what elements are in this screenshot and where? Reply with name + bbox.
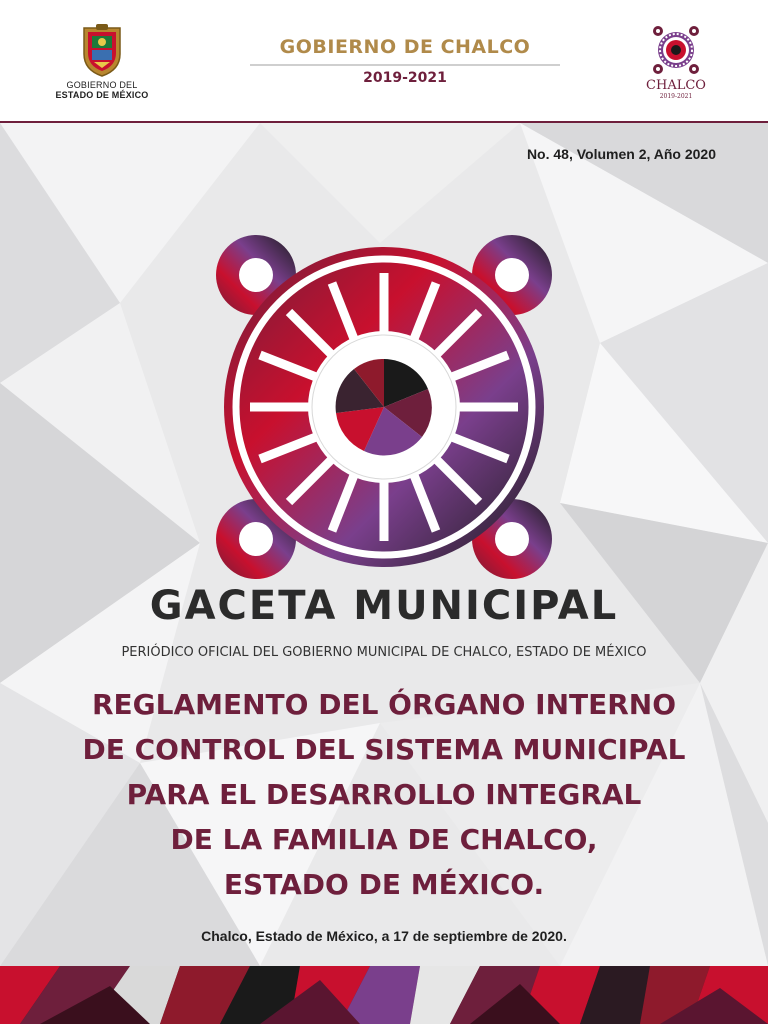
estado-de-mexico-logo <box>40 22 164 108</box>
government-title: GOBIERNO DE CHALCO <box>279 36 531 58</box>
chalco-large-emblem-icon <box>214 233 554 581</box>
chalco-emblem <box>214 233 554 581</box>
edomex-label-line2: ESTADO DE MÉXICO <box>55 90 149 100</box>
chalco-logo-name: CHALCO <box>646 78 706 93</box>
regulation-title-line: REGLAMENTO DEL ÓRGANO INTERNO <box>91 688 677 721</box>
regulation-title-line: DE LA FAMILIA DE CHALCO, <box>170 823 598 856</box>
page-header <box>0 0 768 122</box>
government-title-divider <box>250 64 560 66</box>
gazette-subtitle: PERIÓDICO OFICIAL DEL GOBIERNO MUNICIPAL DE CHALCO, ESTADO DE MÉXICO <box>121 645 647 660</box>
coat-of-arms-icon <box>78 22 126 78</box>
issue-number: No. 48, Volumen 2, Año 2020 <box>526 146 716 162</box>
decorative-footer-band <box>0 966 768 1024</box>
place-and-date: Chalco, Estado de México, a 17 de septiembre de 2020. <box>201 928 567 944</box>
gazette-title: GACETA MUNICIPAL <box>149 583 619 629</box>
regulation-title-line: DE CONTROL DEL SISTEMA MUNICIPAL <box>82 733 686 766</box>
government-heading <box>250 36 560 86</box>
government-period: 2019-2021 <box>363 70 447 86</box>
regulation-title-line: ESTADO DE MÉXICO. <box>223 868 545 901</box>
regulation-title <box>20 682 748 907</box>
edomex-label-line1: GOBIERNO DEL <box>66 80 138 90</box>
chalco-logo <box>640 20 712 110</box>
chalco-logo-period: 2019-2021 <box>659 93 693 100</box>
regulation-title-line: PARA EL DESARROLLO INTEGRAL <box>126 778 642 811</box>
chalco-emblem-icon <box>649 20 703 78</box>
